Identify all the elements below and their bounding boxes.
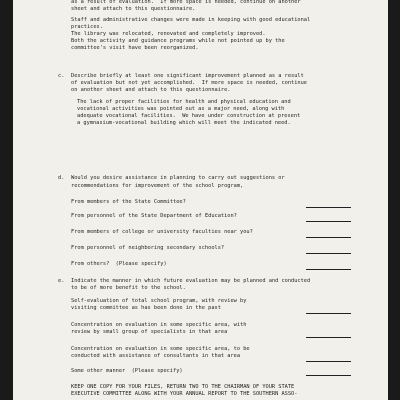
top-text-line: as a result of evaluation. If more space is needed, continue on another (71, 0, 301, 5)
document-page (13, 0, 388, 400)
answer-blank[interactable] (306, 207, 351, 208)
answer-line: The lack of proper facilities for health and physical education and (77, 99, 291, 105)
answer-blank[interactable] (306, 361, 351, 362)
answer-blank[interactable] (306, 237, 351, 238)
manner-option: Concentration on evaluation in some specific area, with (71, 322, 247, 328)
answer-line: practices. (71, 24, 103, 30)
manner-option: visiting committee as has been done in the past (71, 305, 221, 311)
answer-blank[interactable] (306, 313, 351, 314)
question-line: to be of more benefit to the school. (71, 285, 186, 291)
question-line: Indicate the manner in which future evaluation may be planned and conducted (71, 278, 311, 284)
answer-blank[interactable] (306, 221, 351, 222)
section-marker-c: c. (58, 73, 65, 79)
answer-line: The library was relocated, renovated and completely improved. (71, 31, 266, 37)
assistance-item: From members of college or university faculties near you? (71, 229, 253, 235)
answer-blank[interactable] (306, 375, 351, 376)
question-line: of evaluation but not yet accomplished. If more space is needed, continue (71, 80, 307, 86)
section-marker-d: d. (58, 175, 65, 181)
question-line: Would you desire assistance in planning to carry out suggestions or (71, 175, 285, 181)
section-marker-e: e. (58, 278, 65, 284)
manner-option: Self-evaluation of total school program, with review by (71, 298, 247, 304)
question-line: recommendations for improvement of the school program, (71, 183, 244, 189)
question-line: Describe briefly at least one significant improvement planned as a result (71, 73, 304, 79)
assistance-item: From members of the State Committee? (71, 199, 186, 205)
answer-blank[interactable] (306, 337, 351, 338)
answer-line: adequate vocational facilities. We have under construction at present (77, 113, 301, 119)
footer-instruction: EXECUTIVE COMMITTEE ALONG WITH YOUR ANNUAL REPORT TO THE SOUTHERN ASSO- (71, 391, 298, 397)
answer-blank[interactable] (306, 269, 351, 270)
assistance-item: From personnel of the State Department of Education? (71, 213, 237, 219)
answer-line: Both the activity and guidance programs while not pointed up by the (71, 38, 285, 44)
assistance-item: From others? (Please specify) (71, 261, 167, 267)
answer-line: Staff and administrative changes were made in keeping with good educational (71, 17, 311, 23)
manner-option: Concentration on evaluation in some specific area, to be (71, 346, 250, 352)
question-line: on another sheet and attach to this questionnaire. (71, 87, 231, 93)
footer-instruction: KEEP ONE COPY FOR YOUR FILES, RETURN TWO TO THE CHAIRMAN OF YOUR STATE (71, 384, 295, 390)
answer-line: committee's visit have been reorganized. (71, 45, 199, 51)
manner-option: conducted with assistance of consultants in that area (71, 353, 241, 359)
manner-option: review by small group of specialists in that area (71, 329, 228, 335)
answer-line: a gymnasium-vocational building which will meet the indicated need. (77, 120, 291, 126)
answer-blank[interactable] (306, 253, 351, 254)
top-text-line: sheet and attach to this questionnaire. (71, 6, 196, 12)
answer-line: vocational activities was pointed out as a major need, along with (77, 106, 285, 112)
assistance-item: From personnel of neighboring secondary schools? (71, 245, 225, 251)
manner-option: Some other manner (Please specify) (71, 368, 183, 374)
